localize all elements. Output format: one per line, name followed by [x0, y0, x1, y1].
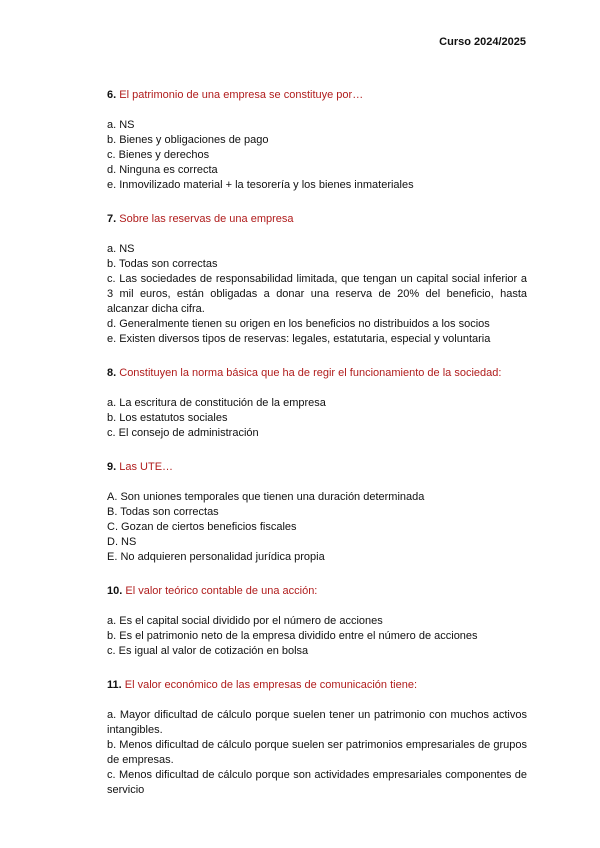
question-10 — [107, 584, 527, 659]
option: B. Todas son correctas — [107, 506, 219, 518]
question-number: 7. — [107, 213, 117, 225]
question-list — [107, 88, 527, 817]
question-number: 10. — [107, 585, 123, 597]
option: b. Todas son correctas — [107, 258, 218, 270]
option: a. Es el capital social dividido por el número de acciones — [107, 615, 383, 627]
option: d. Ninguna es correcta — [107, 164, 218, 176]
question-text: El valor económico de las empresas de comunicación tiene: — [124, 679, 418, 691]
question-9 — [107, 460, 527, 565]
question-title — [107, 366, 527, 381]
option: a. Mayor dificultad de cálculo porque suelen tener un patrimonio con muchos activos intangibles. — [107, 709, 527, 736]
question-11 — [107, 678, 527, 798]
option: b. Menos dificultad de cálculo porque suelen ser patrimonios empresariales de grupos de empresas. — [107, 739, 527, 766]
question-text: Sobre las reservas de una empresa — [119, 213, 294, 225]
option: b. Bienes y obligaciones de pago — [107, 134, 269, 146]
option: e. Inmovilizado material + la tesorería y los bienes inmateriales — [107, 179, 414, 191]
question-number: 9. — [107, 461, 117, 473]
question-text: El patrimonio de una empresa se constituye por… — [119, 89, 364, 101]
option: d. Generalmente tienen su origen en los beneficios no distribuidos a los socios — [107, 318, 490, 330]
question-7 — [107, 212, 527, 347]
option: c. Menos dificultad de cálculo porque son actividades empresariales componentes de servicio — [107, 769, 527, 796]
option: c. Bienes y derechos — [107, 149, 210, 161]
question-6 — [107, 88, 527, 193]
course-label: Curso 2024/2025 — [439, 36, 526, 48]
question-title — [107, 584, 527, 599]
question-number: 11. — [107, 679, 122, 691]
question-text: Constituyen la norma básica que ha de regir el funcionamiento de la sociedad: — [119, 367, 502, 379]
question-title — [107, 212, 527, 227]
question-title — [107, 460, 527, 475]
option: a. La escritura de constitución de la empresa — [107, 397, 326, 409]
question-text: El valor teórico contable de una acción: — [125, 585, 318, 597]
question-number: 8. — [107, 367, 117, 379]
question-text: Las UTE… — [119, 461, 174, 473]
option: c. El consejo de administración — [107, 427, 259, 439]
question-title — [107, 678, 527, 693]
option: a. NS — [107, 243, 135, 255]
option: D. NS — [107, 536, 137, 548]
option: C. Gozan de ciertos beneficios fiscales — [107, 521, 297, 533]
option: a. NS — [107, 119, 135, 131]
question-number: 6. — [107, 89, 117, 101]
option: b. Es el patrimonio neto de la empresa dividido entre el número de acciones — [107, 630, 478, 642]
option: A. Son uniones temporales que tienen una duración determinada — [107, 491, 425, 503]
question-8 — [107, 366, 527, 441]
option: b. Los estatutos sociales — [107, 412, 228, 424]
question-title — [107, 88, 527, 103]
option: c. Es igual al valor de cotización en bolsa — [107, 645, 309, 657]
option: e. Existen diversos tipos de reservas: legales, estatutaria, especial y voluntaria — [107, 333, 491, 345]
option: c. Las sociedades de responsabilidad limitada, que tengan un capital social inferior a 3 mil euros, están obligadas a donar una reserva de 20% del beneficio, hasta alcanzar dicha cifra. — [107, 273, 527, 315]
option: E. No adquieren personalidad jurídica propia — [107, 551, 325, 563]
